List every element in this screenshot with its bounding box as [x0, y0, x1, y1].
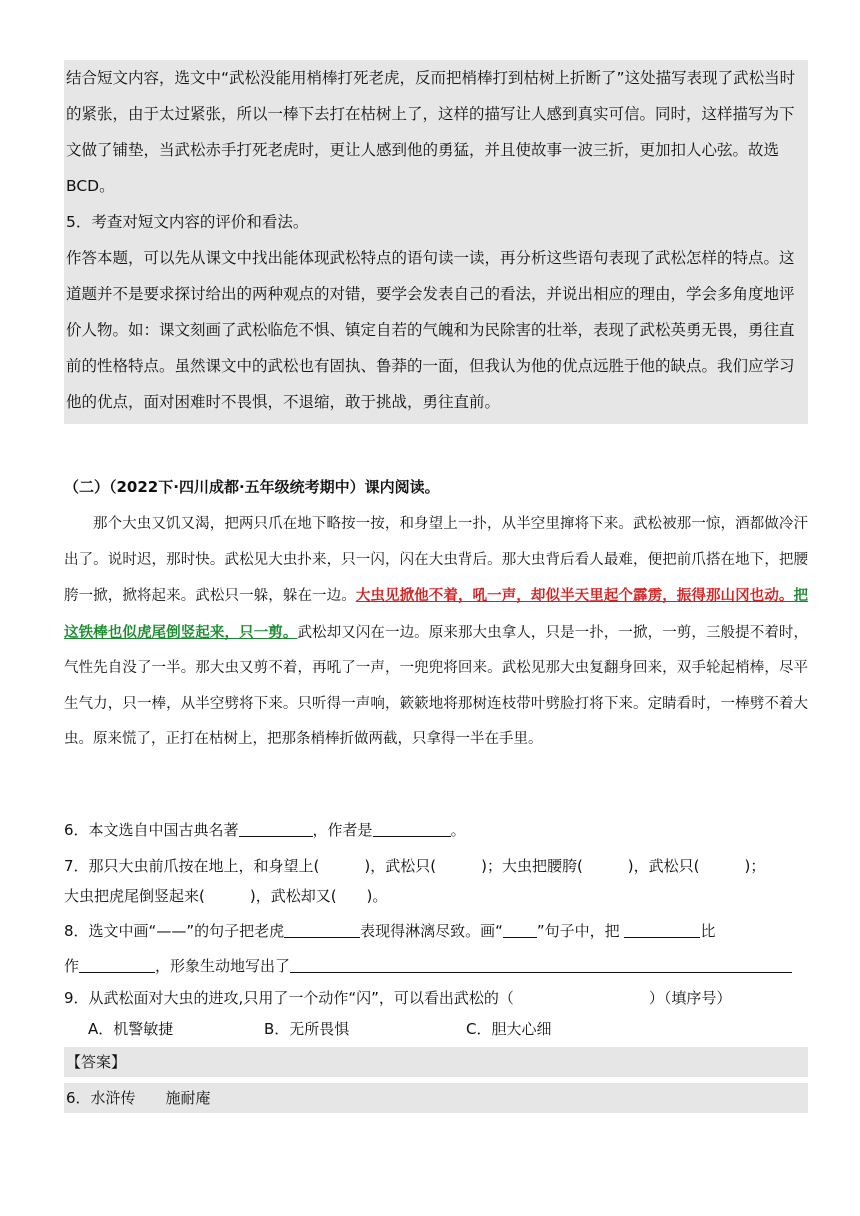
passage-part-2: 武松却又闪在一边。原来那大虫拿人，只是一扑，一掀，一剪，三般提不着时，气性先自没了一半。那大虫又剪不着，再吼了一声，一兜兜将回来。武松见那大虫复翻身回来，双手轮起梢棒，尽平生气力，只一棒，从半空劈将下来。只听得一声响，簌簌地将那树连枝带叶劈脸打将下来。定睛看时，一棒劈不着大虫。原来慌了，正打在枯树上，把那条梢棒折做两截，只拿得一半在手里。	[64, 624, 809, 747]
answer-6: 6．水浒传 施耐庵	[64, 1083, 808, 1113]
passage-part-1: 那个大虫又饥又渴，把两只爪在地下略按一按，和身望上一扑，从半空里撺将下来。武松被那一惊，酒都做冷汗出了。说时迟，那时快。武松见大虫扑来，只一闪，闪在大虫背后。那大虫背后看人最难，便把前爪搭在地下，把腰胯一掀，掀将起来。武松只一躲，躲在一边。	[64, 516, 808, 604]
question-8-line-1	[64, 916, 715, 946]
q6-text-b: ，作者是	[312, 821, 373, 839]
q8-blank-1[interactable]	[284, 921, 360, 938]
question-9: 9．从武松面对大虫的进攻,只用了一个动作“闪”，可以看出武松的（ ）（填序号）	[64, 989, 732, 1007]
question-7-line-1: 7．那只大虫前爪按在地上，和身望上( )，武松只( )；大虫把腰胯( )，武松只( )；	[64, 857, 766, 875]
analysis-block	[64, 60, 808, 424]
q6-text-a: 6．本文选自中国古典名著	[64, 821, 239, 839]
question-6	[64, 815, 466, 845]
q8-text-f: ，形象生动地写出了	[155, 957, 291, 975]
analysis-q5-heading: 5．考查对短文内容的评价和看法。	[66, 213, 309, 231]
reading-passage	[64, 507, 808, 758]
option-c[interactable]: C．胆大心细	[466, 1020, 552, 1038]
analysis-paragraph-2: 作答本题，可以先从课文中找出能体现武松特点的语句读一读，再分析这些语句表现了武松怎样的特点。这道题并不是要求探讨给出的两种观点的对错，要学会发表自己的看法，并说出相应的理由，学会多角度地评价人物。如：课文刻画了武松临危不惧、镇定自若的气魄和为民除害的壮举，表现了武松英勇无畏，勇往直前的性格特点。虽然课文中的武松也有固执、鲁莽的一面，但我认为他的优点远胜于他的缺点。我们应学习他的优点，面对困难时不畏惧，不退缩，敢于挑战，勇往直前。	[66, 249, 795, 411]
section-title: （二）（2022下·四川成都·五年级统考期中）课内阅读。	[64, 478, 440, 496]
q8-text-e: 作	[64, 957, 80, 975]
q8-blank-underline-mark[interactable]	[503, 921, 537, 938]
option-a[interactable]: A．机警敏捷	[88, 1020, 174, 1038]
q8-blank-4[interactable]	[290, 956, 792, 973]
passage-green-underlined-sentence: 把这铁棒也似虎尾倒竖起来，只一剪。	[64, 587, 809, 641]
q8-blank-2[interactable]	[624, 921, 700, 938]
question-7-line-2: 大虫把虎尾倒竖起来( )，武松却又( )。	[64, 887, 388, 905]
q8-blank-3[interactable]	[79, 956, 155, 973]
q8-text-a: 8．选文中画“——”的句子把老虎	[64, 922, 285, 940]
q6-blank-book[interactable]	[239, 820, 313, 837]
q8-text-b: 表现得淋漓尽致。画“	[360, 922, 503, 940]
option-b[interactable]: B．无所畏惧	[264, 1020, 350, 1038]
q6-text-c: 。	[450, 821, 466, 839]
answer-header: 【答案】	[64, 1047, 808, 1077]
analysis-paragraph-1: 结合短文内容，选文中“武松没能用梢棒打死老虎，反而把梢棒打到枯树上折断了”这处描写表现了武松当时的紧张，由于太过紧张，所以一棒下去打在枯树上了，这样的描写让人感到真实可信。同时，这样描写为下文做了铺垫，当武松赤手打死老虎时，更让人感到他的勇猛，并且使故事一波三折，更加扣人心弦。故选BCD。	[66, 69, 796, 195]
q6-blank-author[interactable]	[373, 820, 451, 837]
passage-red-underlined-sentence: 大虫见掀他不着，吼一声，却似半天里起个霹雳，振得那山冈也动。	[355, 587, 794, 604]
q8-text-d: 比	[700, 922, 716, 940]
q8-text-c: ”句子中，把	[536, 922, 620, 940]
question-8-line-2	[64, 951, 792, 981]
